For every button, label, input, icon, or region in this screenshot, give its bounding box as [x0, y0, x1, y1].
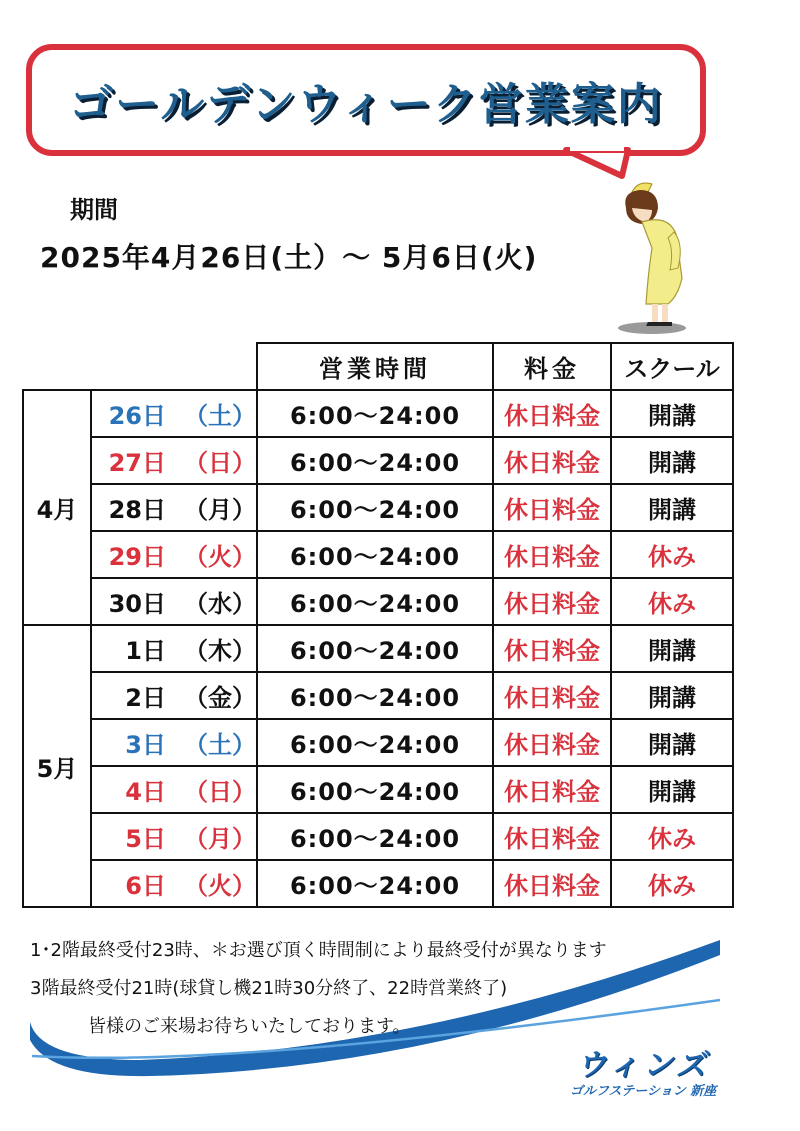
day-of-week: （日）	[184, 449, 256, 477]
hours-cell: 6:00～24:00	[257, 719, 493, 766]
day-of-week: （土）	[184, 402, 256, 430]
logo-sub-text: ゴルフステーション 新座	[570, 1084, 717, 1099]
day-of-week: （月）	[184, 496, 256, 524]
hours-cell: 6:00～24:00	[257, 625, 493, 672]
day-number: 3日	[125, 731, 166, 759]
month-may: 5月	[23, 625, 91, 907]
page-title: ゴールデンウィーク営業案内	[69, 79, 663, 130]
hours-cell: 6:00～24:00	[257, 672, 493, 719]
hours-cell: 6:00～24:00	[257, 766, 493, 813]
period-value: 2025年4月26日(土）～ 5月6日(火)	[40, 241, 538, 274]
school-cell: 休み	[611, 813, 733, 860]
day-number: 5日	[125, 825, 166, 853]
school-cell: 開講	[611, 766, 733, 813]
header-fee: 料金	[493, 343, 611, 390]
day-number: 28日	[108, 496, 166, 524]
note-line: 3階最終受付21時(球貸し機21時30分終了、22時営業終了)	[30, 978, 508, 999]
day-number: 27日	[108, 449, 166, 477]
day-of-week: （月）	[184, 825, 256, 853]
day-of-week: （木）	[184, 637, 256, 665]
fee-cell: 休日料金	[493, 625, 611, 672]
day-number: 26日	[108, 402, 166, 430]
fee-cell: 休日料金	[493, 719, 611, 766]
hours-cell: 6:00～24:00	[257, 484, 493, 531]
month-april: 4月	[23, 390, 91, 625]
header-school: スクール	[611, 343, 733, 390]
fee-cell: 休日料金	[493, 484, 611, 531]
fee-cell: 休日料金	[493, 390, 611, 437]
note-line: 1･2階最終受付23時、＊お選び頂く時間制により最終受付が異なります	[30, 940, 607, 961]
school-cell: 開講	[611, 719, 733, 766]
day-of-week: （日）	[184, 778, 256, 806]
day-of-week: （金）	[184, 684, 256, 712]
hours-cell: 6:00～24:00	[257, 578, 493, 625]
hours-cell: 6:00～24:00	[257, 531, 493, 578]
day-number: 6日	[125, 872, 166, 900]
day-number: 4日	[125, 778, 166, 806]
hours-cell: 6:00～24:00	[257, 813, 493, 860]
day-number: 2日	[125, 684, 166, 712]
fee-cell: 休日料金	[493, 813, 611, 860]
school-cell: 休み	[611, 860, 733, 907]
day-of-week: （土）	[184, 731, 256, 759]
school-cell: 開講	[611, 484, 733, 531]
header-hours: 営業時間	[257, 343, 493, 390]
school-cell: 休み	[611, 531, 733, 578]
fee-cell: 休日料金	[493, 531, 611, 578]
hours-cell: 6:00～24:00	[257, 860, 493, 907]
day-of-week: （水）	[184, 590, 256, 618]
day-number: 30日	[108, 590, 166, 618]
school-cell: 開講	[611, 390, 733, 437]
school-cell: 開講	[611, 625, 733, 672]
note-line: 皆様のご来場お待ちいたしております。	[88, 1016, 411, 1037]
day-number: 1日	[125, 637, 166, 665]
day-of-week: （火）	[184, 543, 256, 571]
fee-cell: 休日料金	[493, 578, 611, 625]
school-cell: 開講	[611, 437, 733, 484]
fee-cell: 休日料金	[493, 860, 611, 907]
school-cell: 開講	[611, 672, 733, 719]
logo-main-text: ウィンズ	[576, 1048, 710, 1083]
fee-cell: 休日料金	[493, 766, 611, 813]
day-number: 29日	[108, 543, 166, 571]
fee-cell: 休日料金	[493, 672, 611, 719]
hours-cell: 6:00～24:00	[257, 390, 493, 437]
fee-cell: 休日料金	[493, 437, 611, 484]
hours-cell: 6:00～24:00	[257, 437, 493, 484]
day-of-week: （火）	[184, 872, 256, 900]
brand-logo	[570, 1040, 716, 1099]
school-cell: 休み	[611, 578, 733, 625]
period-label: 期間	[70, 196, 118, 224]
